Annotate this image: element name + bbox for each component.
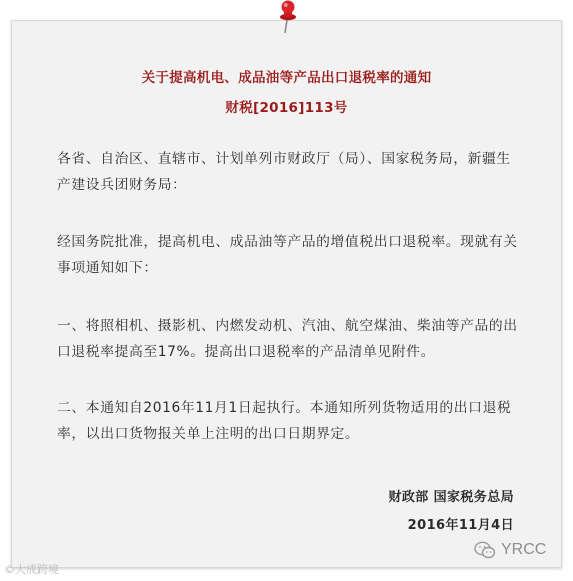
watermark-right-label: YRCC [501, 541, 547, 558]
notice-title: 关于提高机电、成品油等产品出口退税率的通知 [141, 70, 432, 86]
watermark-left: ©大成跨境 [4, 563, 59, 576]
paragraph-item-one: 一、将照相机、摄影机、内燃发动机、汽油、航空煤油、柴油等产品的出口退税率提高至17%。提高出口退税率的产品清单见附件。 [57, 318, 518, 360]
watermark-right [474, 540, 546, 560]
wechat-icon [474, 541, 496, 559]
paragraph-intro: 经国务院批准，提高机电、成品油等产品的增值税出口退税率。现就有关事项通知如下： [57, 234, 518, 276]
pushpin-icon [274, 0, 302, 34]
issue-date: 2016年11月4日 [407, 518, 514, 533]
paragraph-addressees: 各省、自治区、直辖市、计划单列市财政厅（局）、国家税务局，新疆生产建设兵团财务局： [57, 151, 511, 193]
paragraph-item-two: 二、本通知自2016年11月1日起执行。本通知所列货物适用的出口退税率，以出口货物报关单上注明的出口日期界定。 [57, 400, 512, 442]
doc-number: 财税[2016]113号 [225, 100, 348, 116]
issuer-signature: 财政部 国家税务总局 [388, 490, 514, 505]
